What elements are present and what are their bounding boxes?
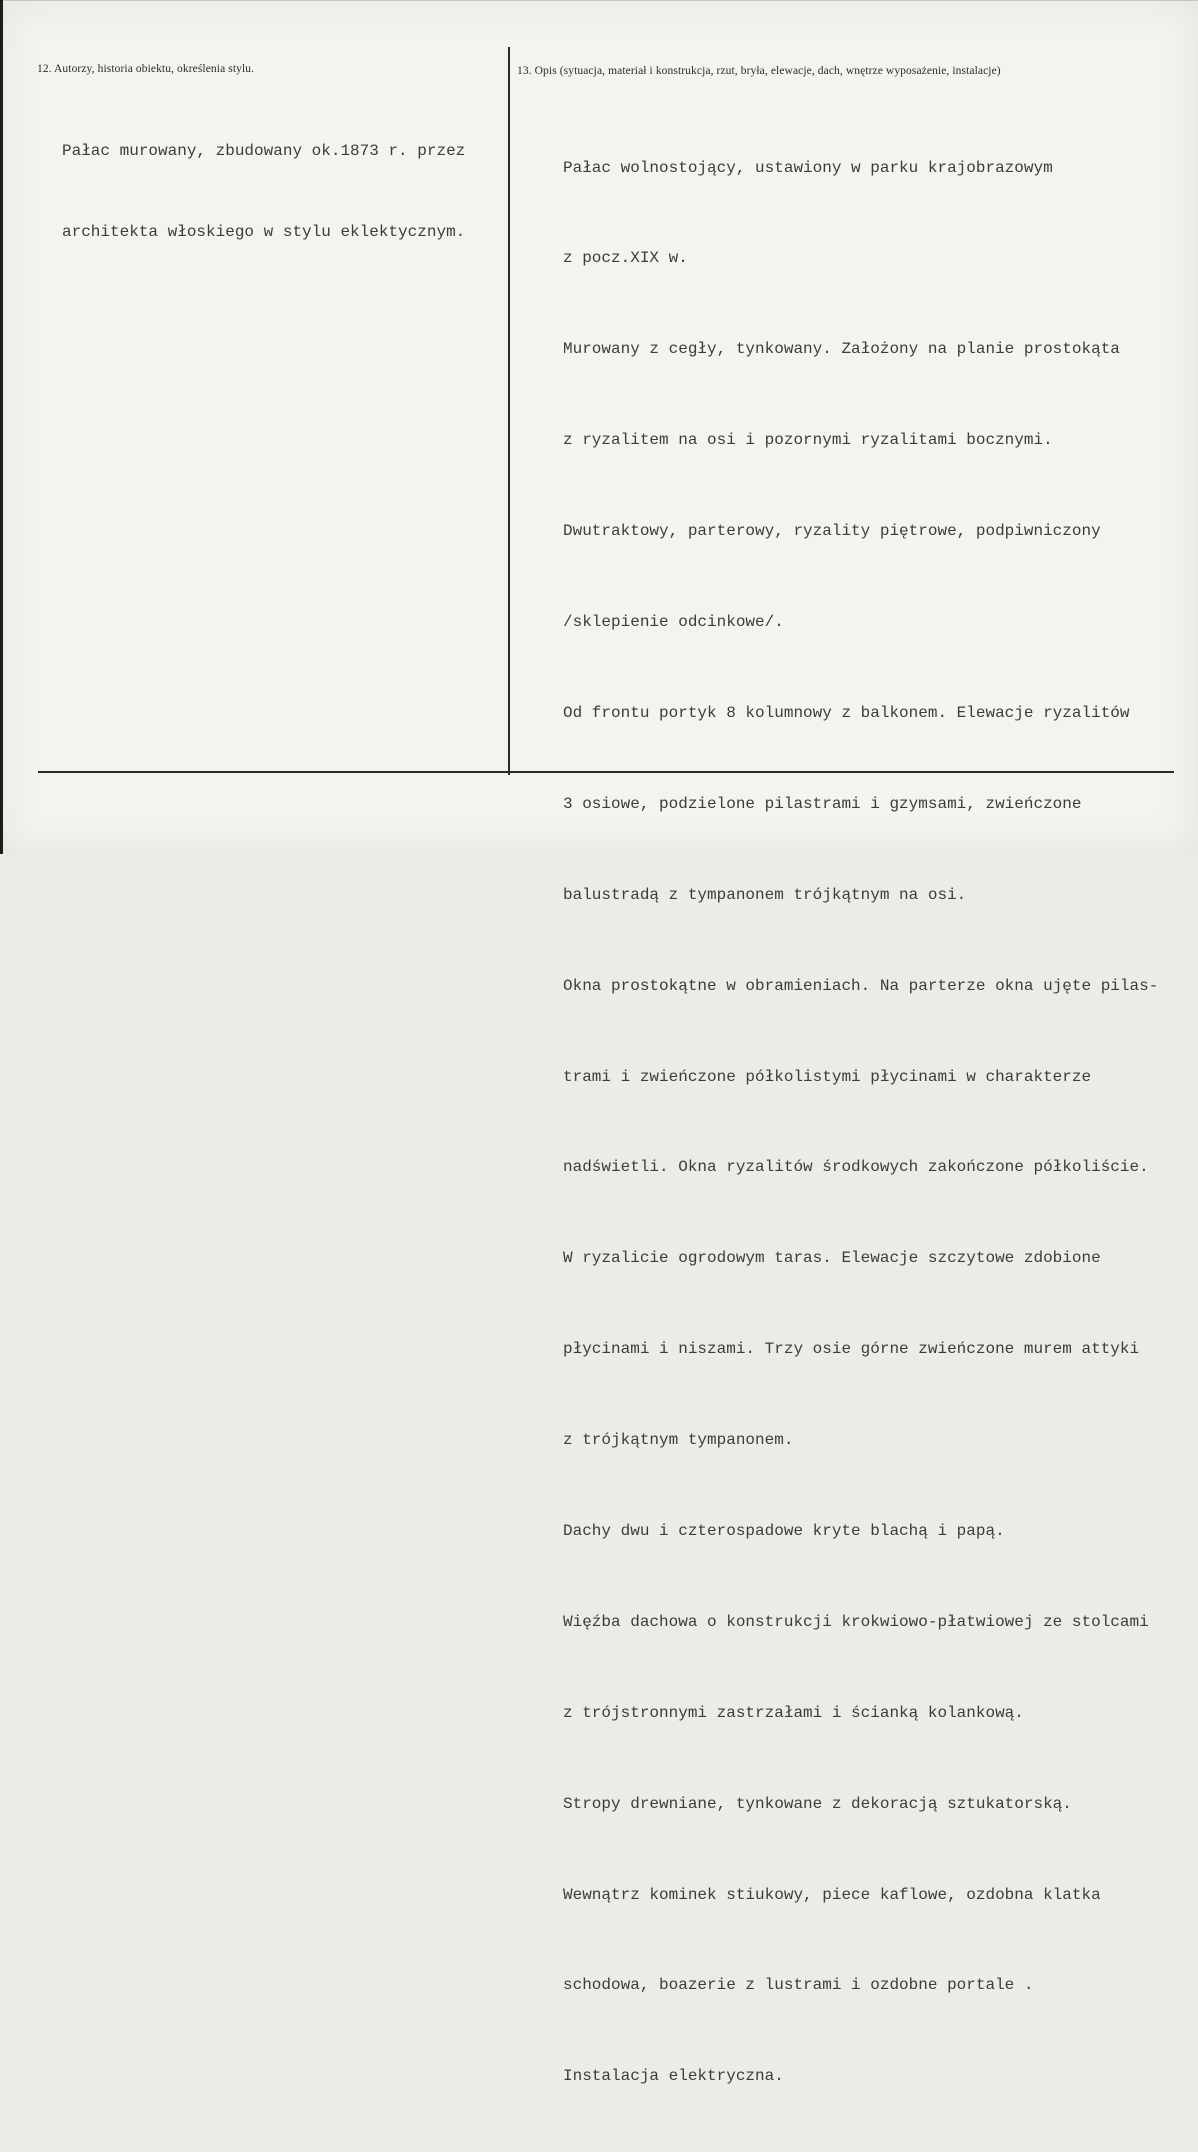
typed-line: schodowa, boazerie z lustrami i ozdobne portale . xyxy=(563,1976,1034,1995)
typed-line: Dachy dwu i czterospadowe kryte blachą i papą. xyxy=(563,1521,1005,1540)
bottom-rule xyxy=(38,771,1174,773)
section-13-text xyxy=(563,92,1158,2152)
typed-line: z ryzalitem na osi i pozornymi ryzalitami bocznymi. xyxy=(563,431,1053,450)
typed-line: Od frontu portyk 8 kolumnowy z balkonem. Elewacje ryzalitów xyxy=(563,703,1130,722)
section-12-heading: 12. Autorzy, historia obiektu, określenia stylu. xyxy=(37,63,255,75)
typed-line: Pałac wolnostojący, ustawiony w parku krajobrazowym xyxy=(563,158,1053,177)
typed-line: z trójstronnymi zastrzałami i ścianką kolankową. xyxy=(563,1703,1024,1722)
typed-line: Murowany z cegły, tynkowany. Założony na planie prostokąta xyxy=(563,340,1120,359)
typed-line: z trójkątnym tympanonem. xyxy=(563,1431,794,1450)
typed-line: nadświetli. Okna ryzalitów środkowych zakończone półkoliście. xyxy=(563,1158,1149,1177)
section-12-text xyxy=(62,84,465,300)
typed-line: Dwutraktowy, parterowy, ryzality piętrowe, podpiwniczony xyxy=(563,522,1101,541)
typed-line: Pałac murowany, zbudowany ok.1873 r. przez xyxy=(62,142,466,160)
typed-line: balustradą z tympanonem trójkątnym na osi. xyxy=(563,885,967,904)
column-divider xyxy=(508,47,510,775)
typed-line: płycinami i niszami. Trzy osie górne zwieńczone murem attyki xyxy=(563,1340,1140,1359)
section-13-heading: 13. Opis (sytuacja, materiał i konstrukcja, rzut, bryła, elewacje, dach, wnętrze wyposażenie, instalacje) xyxy=(517,65,1001,77)
typed-line: architekta włoskiego w stylu eklektycznym. xyxy=(62,223,466,241)
typed-line: 3 osiowe, podzielone pilastrami i gzymsami, zwieńczone xyxy=(563,794,1082,813)
typed-line: z pocz.XIX w. xyxy=(563,249,688,268)
typed-line: W ryzalicie ogrodowym taras. Elewacje szczytowe zdobione xyxy=(563,1249,1101,1268)
typed-line: Okna prostokątne w obramieniach. Na parterze okna ujęte pilas- xyxy=(563,976,1159,995)
top-edge xyxy=(0,0,1198,1)
typed-line: /sklepienie odcinkowe/. xyxy=(563,613,784,632)
typed-line: Instalacja elektryczna. xyxy=(563,2067,784,2086)
typed-line: Stropy drewniane, tynkowane z dekoracją sztukatorską. xyxy=(563,1794,1072,1813)
typed-line: Wewnątrz kominek stiukowy, piece kaflowe, ozdobna klatka xyxy=(563,1885,1101,1904)
left-edge xyxy=(0,0,3,854)
typed-line: trami i zwieńczone półkolistymi płycinami w charakterze xyxy=(563,1067,1092,1086)
typed-line: Więźba dachowa o konstrukcji krokwiowo-płatwiowej ze stolcami xyxy=(563,1612,1149,1631)
